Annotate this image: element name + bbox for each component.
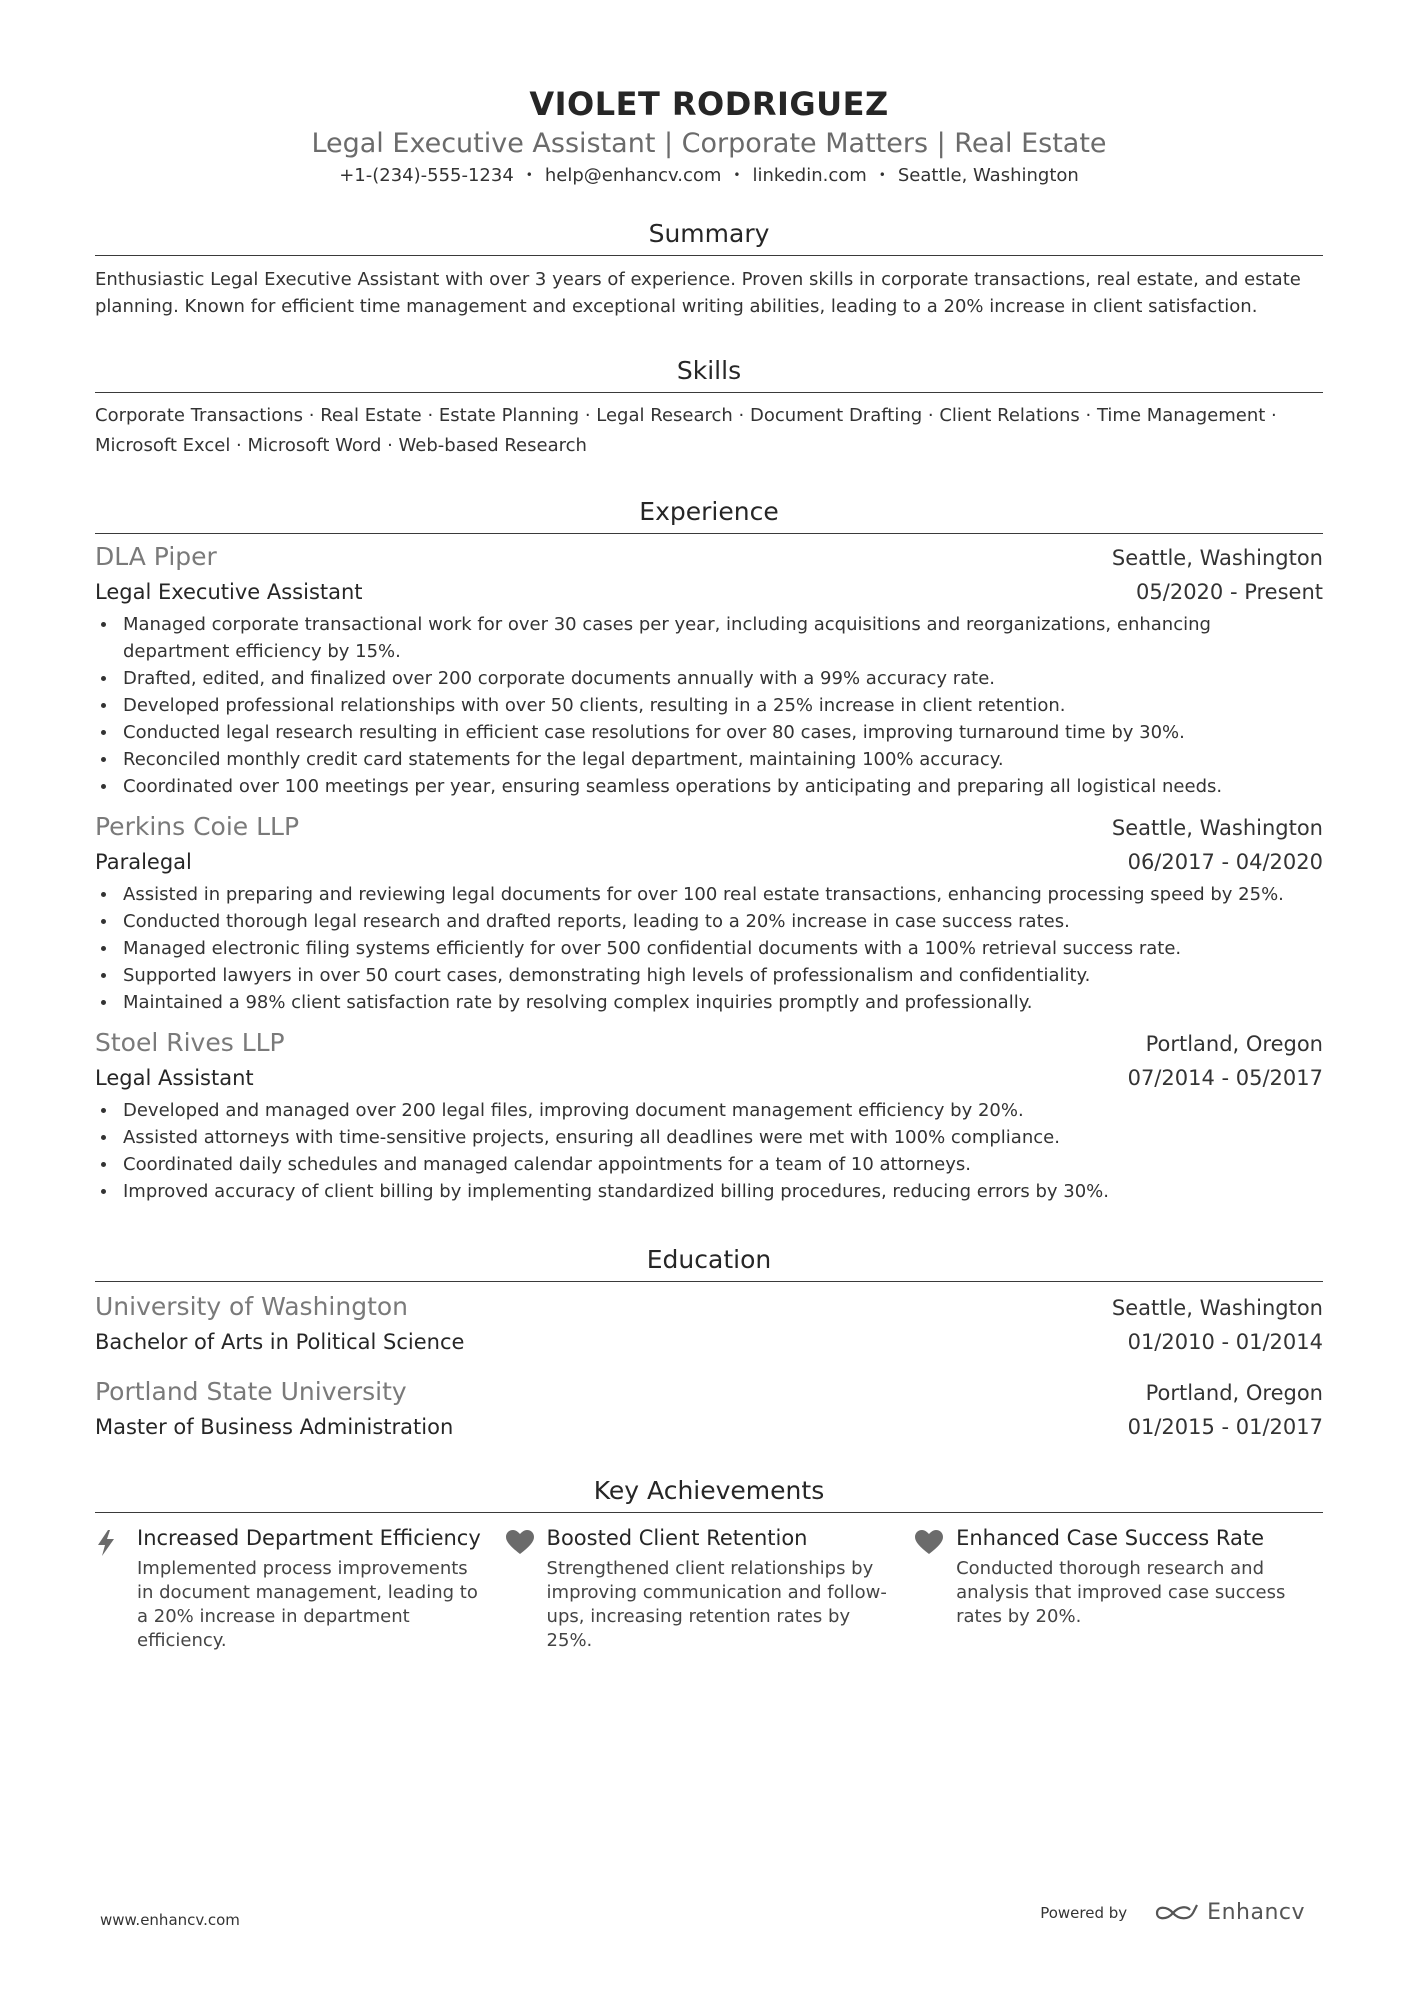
achievement-description: Strengthened client relationships by improving communication and follow-ups, increasing retention rates by 25%.: [546, 1558, 887, 1651]
achievements-section: [95, 1474, 1323, 1653]
separator-dot: •: [525, 168, 533, 182]
achievement-item: [505, 1525, 915, 1653]
candidate-name: VIOLET RODRIGUEZ: [529, 85, 889, 123]
bullet-item: Coordinated over 100 meetings per year, ensuring seamless operations by anticipating and preparing all logistical needs.: [95, 773, 1323, 800]
section-title: Education: [95, 1243, 1323, 1282]
experience-entry: [95, 1026, 1323, 1205]
education-entry: [95, 1375, 1323, 1444]
job-location: Portland, Oregon: [1145, 1032, 1323, 1056]
company-name: Perkins Coie LLP: [95, 812, 300, 841]
contact-phone[interactable]: +1-(234)-555-1234: [339, 165, 514, 186]
job-location: Seattle, Washington: [1111, 546, 1323, 570]
job-dates: 07/2014 - 05/2017: [1127, 1066, 1323, 1090]
section-title: Skills: [95, 354, 1323, 393]
brand-name: Enhancv: [1207, 1900, 1305, 1925]
achievement-title: Boosted Client Retention: [546, 1526, 808, 1550]
company-name: DLA Piper: [95, 542, 217, 571]
enhancv-logo-icon: [1153, 1901, 1201, 1925]
job-dates: 05/2020 - Present: [1136, 580, 1323, 604]
achievements-grid: [95, 1525, 1323, 1653]
education-section: [95, 1243, 1323, 1444]
section-title: Summary: [95, 217, 1323, 256]
job-title: Legal Assistant: [95, 1066, 254, 1090]
lightning-icon: [95, 1525, 137, 1653]
contact-location: Seattle, Washington: [897, 165, 1079, 186]
school-name: University of Washington: [95, 1292, 409, 1321]
bullet-item: Drafted, edited, and finalized over 200 corporate documents annually with a 99% accuracy rate.: [95, 665, 1323, 692]
contact-email[interactable]: help@enhancv.com: [544, 165, 722, 186]
bullet-item: Reconciled monthly credit card statements for the legal department, maintaining 100% accuracy.: [95, 746, 1323, 773]
bullet-item: Managed electronic filing systems efficiently for over 500 confidential documents with a 100% retrieval success rate.: [95, 935, 1323, 962]
degree-name: Bachelor of Arts in Political Science: [95, 1330, 465, 1354]
powered-by-label: Powered by: [1040, 1903, 1128, 1922]
school-name: Portland State University: [95, 1377, 407, 1406]
footer-branding: [1040, 1900, 1305, 1925]
summary-text: Enthusiastic Legal Executive Assistant with over 3 years of experience. Proven skills in corporate transactions, real estate, and estate planning. Known for efficient time management and exceptional writing abilities, leading to a 20% increase in client satisfaction.: [95, 269, 1301, 317]
bullet-item: Managed corporate transactional work for over 30 cases per year, including acquisitions and reorganizations, enhancing department efficiency by 15%.: [95, 611, 1323, 665]
bullet-item: Conducted legal research resulting in efficient case resolutions for over 80 cases, improving turnaround time by 30%.: [95, 719, 1323, 746]
achievement-item: [914, 1525, 1323, 1653]
resume-header: [95, 82, 1323, 189]
candidate-headline: Legal Executive Assistant | Corporate Matters | Real Estate: [311, 128, 1107, 159]
footer-website[interactable]: www.enhancv.com: [100, 1911, 240, 1929]
resume-page: [95, 82, 1323, 1653]
school-location: Portland, Oregon: [1145, 1381, 1323, 1405]
job-bullets: [95, 611, 1323, 800]
job-location: Seattle, Washington: [1111, 816, 1323, 840]
heart-icon: [505, 1525, 547, 1653]
bullet-item: Conducted thorough legal research and drafted reports, leading to a 20% increase in case success rates.: [95, 908, 1323, 935]
education-dates: 01/2015 - 01/2017: [1127, 1415, 1323, 1439]
job-dates: 06/2017 - 04/2020: [1127, 850, 1323, 874]
achievement-description: Conducted thorough research and analysis that improved case success rates by 20%.: [956, 1558, 1286, 1627]
job-bullets: [95, 1097, 1323, 1205]
degree-name: Master of Business Administration: [95, 1415, 454, 1439]
experience-entry: [95, 540, 1323, 800]
school-location: Seattle, Washington: [1111, 1296, 1323, 1320]
heart-icon: [914, 1525, 956, 1653]
bullet-item: Developed and managed over 200 legal files, improving document management efficiency by 20%.: [95, 1097, 1323, 1124]
bullet-item: Supported lawyers in over 50 court cases, demonstrating high levels of professionalism and confidentiality.: [95, 962, 1323, 989]
bullet-item: Assisted in preparing and reviewing legal documents for over 100 real estate transactions, enhancing processing speed by 25%.: [95, 881, 1323, 908]
education-dates: 01/2010 - 01/2014: [1127, 1330, 1323, 1354]
section-title: Key Achievements: [95, 1474, 1323, 1513]
education-entry: [95, 1290, 1323, 1359]
contact-line: [95, 164, 1323, 189]
achievement-title: Increased Department Efficiency: [137, 1526, 481, 1550]
job-title: Paralegal: [95, 850, 192, 874]
summary-section: [95, 217, 1323, 320]
achievement-description: Implemented process improvements in document management, leading to a 20% increase in department efficiency.: [137, 1558, 478, 1651]
separator-dot: •: [733, 168, 741, 182]
job-bullets: [95, 881, 1323, 1016]
bullet-item: Assisted attorneys with time-sensitive projects, ensuring all deadlines were met with 100% compliance.: [95, 1124, 1323, 1151]
section-title: Experience: [95, 495, 1323, 534]
experience-section: [95, 495, 1323, 1205]
bullet-item: Developed professional relationships with over 50 clients, resulting in a 25% increase in client retention.: [95, 692, 1323, 719]
bullet-item: Coordinated daily schedules and managed calendar appointments for a team of 10 attorneys.: [95, 1151, 1323, 1178]
bullet-item: Improved accuracy of client billing by implementing standardized billing procedures, reducing errors by 30%.: [95, 1178, 1323, 1205]
achievement-item: [95, 1525, 505, 1653]
company-name: Stoel Rives LLP: [95, 1028, 285, 1057]
job-title: Legal Executive Assistant: [95, 580, 363, 604]
skills-list: Corporate Transactions · Real Estate · Estate Planning · Legal Research · Document Drafting · Client Relations · Time Management · Microsoft Excel · Microsoft Word · Web-based Research: [95, 405, 1277, 456]
separator-dot: •: [878, 168, 886, 182]
skills-section: [95, 354, 1323, 461]
achievement-title: Enhanced Case Success Rate: [956, 1526, 1265, 1550]
contact-linkedin[interactable]: linkedin.com: [752, 165, 867, 186]
experience-entry: [95, 810, 1323, 1016]
bullet-item: Maintained a 98% client satisfaction rate by resolving complex inquiries promptly and professionally.: [95, 989, 1323, 1016]
